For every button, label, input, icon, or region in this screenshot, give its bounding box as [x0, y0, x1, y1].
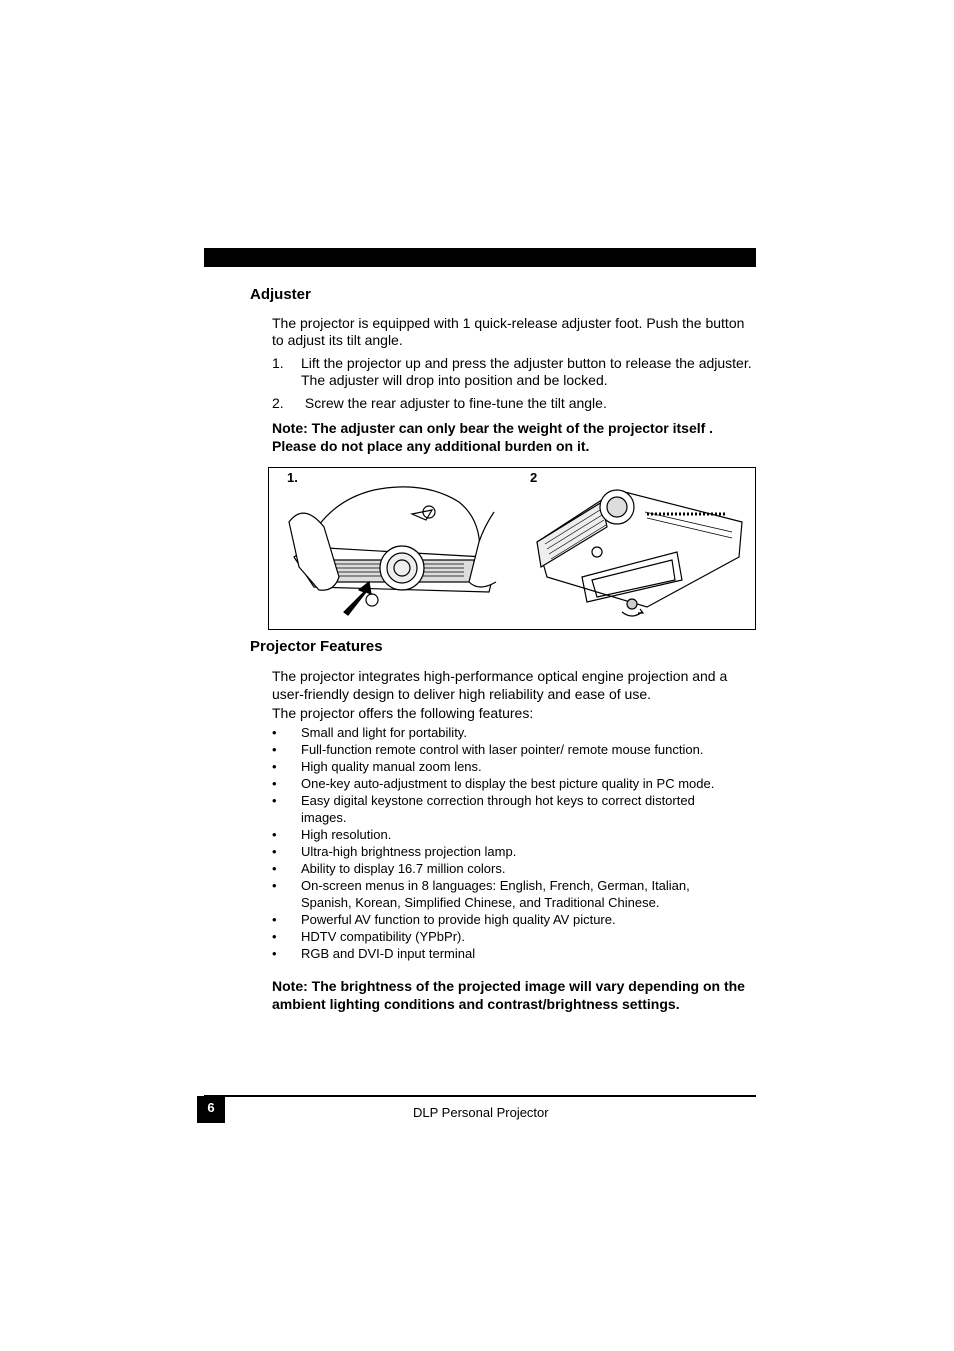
- adjuster-heading: Adjuster: [250, 286, 311, 303]
- adjuster-intro: The projector is equipped with 1 quick-release adjuster foot. Push the button to adjust its tilt angle.: [272, 315, 745, 348]
- figure-label-1: 1.: [287, 470, 298, 485]
- features-lead: The projector offers the following features:: [272, 705, 534, 721]
- step-number: 2.: [272, 395, 284, 411]
- list-item: • One-key auto-adjustment to display the best picture quality in PC mode.: [272, 775, 756, 792]
- list-item: • Ability to display 16.7 million colors.: [272, 860, 756, 877]
- adjuster-figure: [268, 467, 756, 630]
- header-bar: [204, 248, 756, 267]
- list-item: • On-screen menus in 8 languages: English, French, German, Italian, Spanish, Korean, Simplified Chinese, and Traditional Chinese.: [272, 877, 756, 911]
- list-item: • Small and light for portability.: [272, 724, 756, 741]
- list-item: • RGB and DVI-D input terminal: [272, 945, 756, 962]
- list-item: • High resolution.: [272, 826, 756, 843]
- list-item: • Ultra-high brightness projection lamp.: [272, 843, 756, 860]
- projector-front-illustration: [284, 482, 504, 625]
- footer-title: DLP Personal Projector: [413, 1105, 549, 1120]
- footer-rule: [204, 1095, 756, 1097]
- step-number: 1.: [272, 355, 284, 371]
- step-text: Screw the rear adjuster to fine-tune the tilt angle.: [301, 395, 607, 411]
- figure-label-2: 2: [530, 470, 538, 485]
- list-item: • Full-function remote control with laser pointer/ remote mouse function.: [272, 741, 756, 758]
- list-item: • HDTV compatibility (YPbPr).: [272, 928, 756, 945]
- features-heading: Projector Features: [250, 638, 383, 655]
- projector-bottom-illustration: [527, 482, 749, 625]
- brightness-note: Note: The brightness of the projected image will vary depending on the ambient lighting conditions and contrast/brightness settings.: [272, 978, 745, 1012]
- list-item: • Powerful AV function to provide high quality AV picture.: [272, 911, 756, 928]
- list-item: • Easy digital keystone correction through hot keys to correct distorted images.: [272, 792, 756, 826]
- list-item: • High quality manual zoom lens.: [272, 758, 756, 775]
- adjuster-note: Note: The adjuster can only bear the weight of the projector itself . Please do not place any additional burden on it.: [272, 420, 714, 454]
- feature-list: [272, 724, 756, 962]
- features-intro: The projector integrates high-performance optical engine projection and a user-friendly design to deliver high reliability and ease of use.: [272, 668, 728, 702]
- step-text: Lift the projector up and press the adjuster button to release the adjuster. The adjuster will drop into position and be locked.: [301, 355, 752, 388]
- page-number: 6: [197, 1096, 225, 1123]
